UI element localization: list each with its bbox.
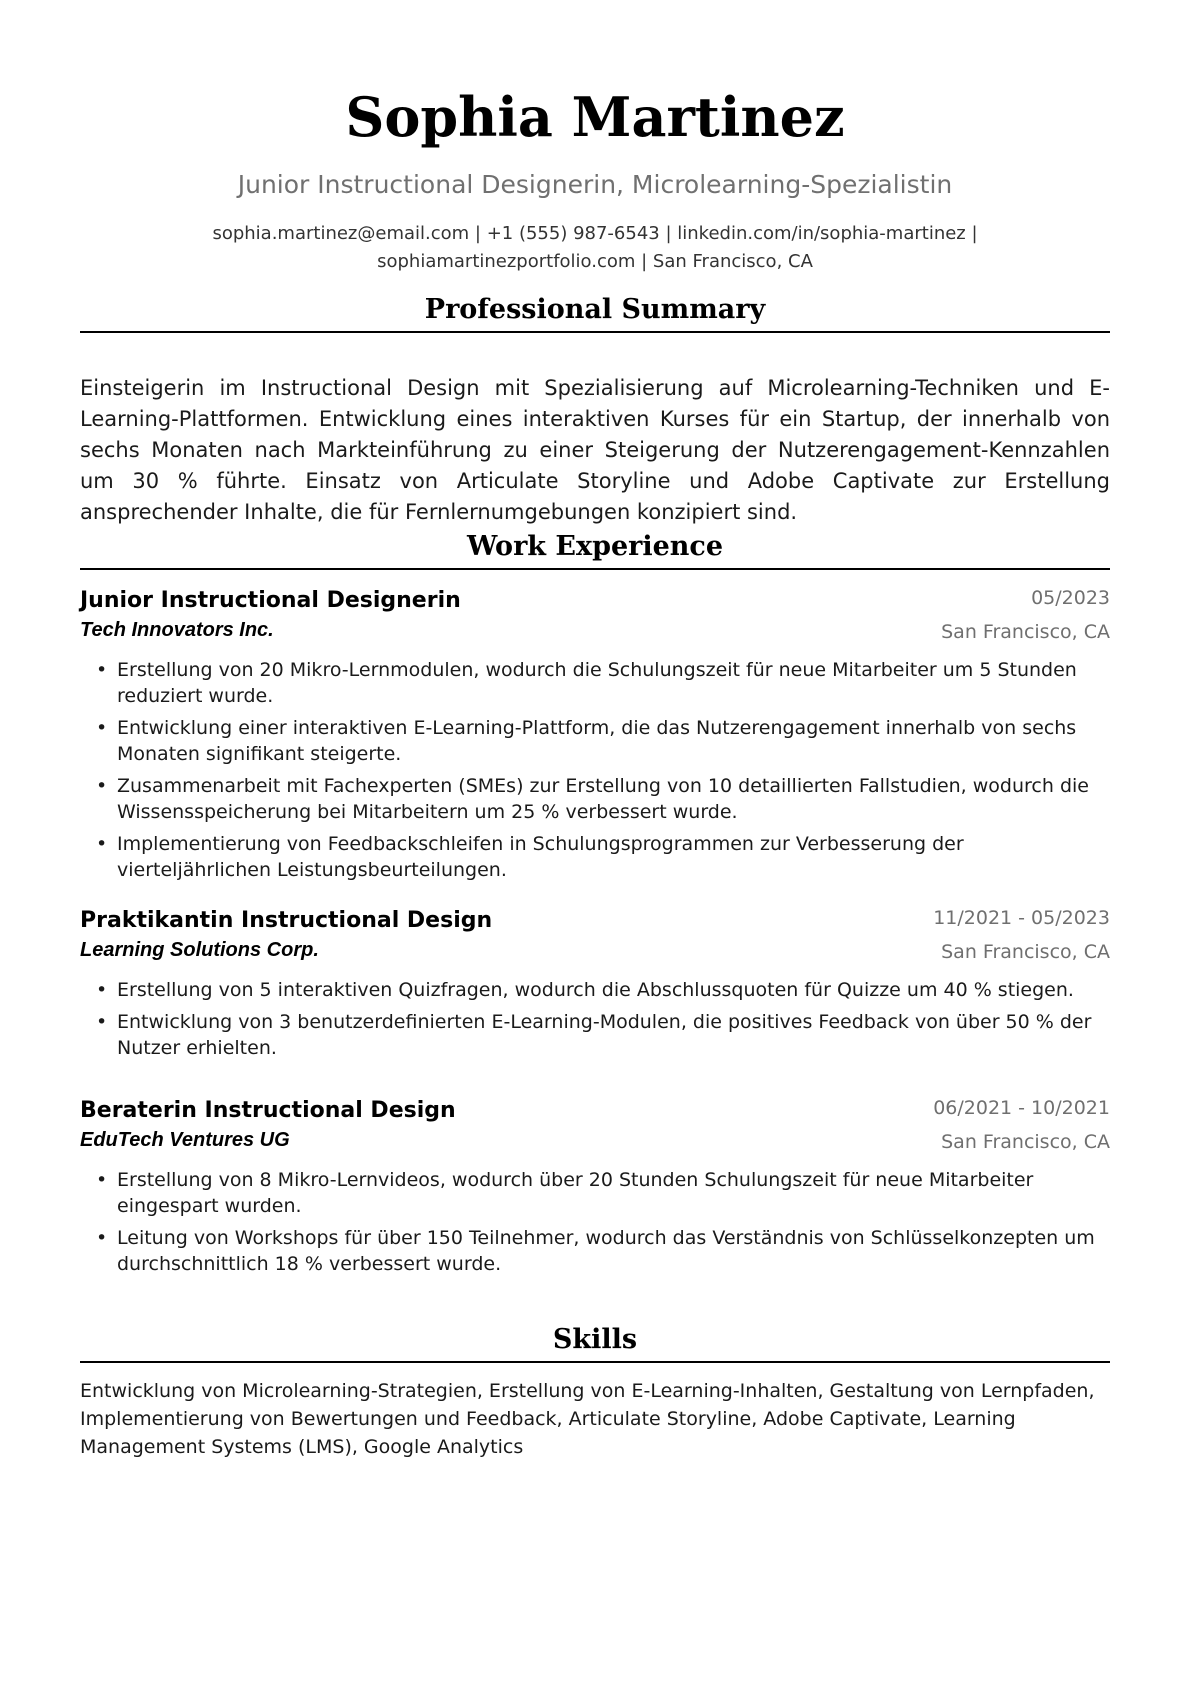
candidate-name: Sophia Martinez: [345, 85, 845, 149]
job-bullets: [80, 1167, 1110, 1283]
section-divider: [80, 331, 1110, 333]
section-title-skills: Skills: [552, 1324, 638, 1355]
job-bullets: [80, 977, 1110, 1067]
job-company: Tech Innovators Inc.: [80, 619, 274, 641]
contact-info: [150, 220, 1040, 276]
bullet-item: • Erstellung von 20 Mikro-Lernmodulen, wodurch die Schulungszeit für neue Mitarbeiter um 5 Stunden reduziert wurde.: [80, 657, 1110, 709]
section-divider: [80, 568, 1110, 570]
job-location: San Francisco, CA: [941, 941, 1110, 963]
contact-line-2: sophiamartinezportfolio.com | San Francisco, CA: [377, 251, 813, 272]
bullet-item: • Leitung von Workshops für über 150 Teilnehmer, wodurch das Verständnis von Schlüsselkonzepten um durchschnittlich 18 % verbessert wurde.: [80, 1225, 1110, 1277]
bullet-item: • Erstellung von 8 Mikro-Lernvideos, wodurch über 20 Stunden Schulungszeit für neue Mitarbeiter eingespart wurden.: [80, 1167, 1110, 1219]
section-title-experience: Work Experience: [466, 531, 724, 562]
job-title: Beraterin Instructional Design: [80, 1098, 456, 1123]
section-divider: [80, 1361, 1110, 1363]
bullet-item: • Entwicklung einer interaktiven E-Learning-Plattform, die das Nutzerengagement innerhalb von sechs Monaten signifikant steigerte.: [80, 715, 1110, 767]
job-company: EduTech Ventures UG: [80, 1129, 290, 1151]
job-date: 11/2021 - 05/2023: [933, 907, 1110, 929]
job-date: 05/2023: [1031, 587, 1110, 609]
job-location: San Francisco, CA: [941, 1131, 1110, 1153]
skills-text: Entwicklung von Microlearning-Strategien, Erstellung von E-Learning-Inhalten, Gestaltung von Lernpfaden, Implementierung von Bewertungen und Feedback, Articulate Storyline, Adobe Captivate, Learning Management Systems (LMS), Google Analytics: [80, 1380, 1095, 1458]
section-title-summary: Professional Summary: [424, 294, 766, 325]
job-title: Junior Instructional Designerin: [80, 588, 461, 613]
job-date: 06/2021 - 10/2021: [933, 1097, 1110, 1119]
contact-line-1: sophia.martinez@email.com | +1 (555) 987-6543 | linkedin.com/in/sophia-martinez |: [212, 223, 978, 244]
summary-text: Einsteigerin im Instructional Design mit Spezialisierung auf Microlearning-Techniken und E-Learning-Plattformen. Entwicklung eines interaktiven Kurses für ein Startup, der innerhalb von sechs Monaten nach Markteinführung zu einer Steigerung der Nutzerengagement-Kennzahlen um 30 % führte. Einsatz von Articulate Storyline und Adobe Captivate zur Erstellung ansprechender Inhalte, die für Fernlernumgebungen konzipiert sind.: [80, 376, 1110, 524]
candidate-headline: Junior Instructional Designerin, Microlearning-Spezialistin: [237, 170, 953, 199]
job-company: Learning Solutions Corp.: [80, 939, 319, 961]
bullet-item: • Entwicklung von 3 benutzerdefinierten E-Learning-Modulen, die positives Feedback von über 50 % der Nutzer erhielten.: [80, 1009, 1110, 1061]
bullet-item: • Zusammenarbeit mit Fachexperten (SMEs) zur Erstellung von 10 detaillierten Fallstudien, wodurch die Wissensspeicherung bei Mitarbeitern um 25 % verbessert wurde.: [80, 773, 1110, 825]
bullet-item: • Erstellung von 5 interaktiven Quizfragen, wodurch die Abschlussquoten für Quizze um 40 % stiegen.: [80, 977, 1110, 1003]
job-location: San Francisco, CA: [941, 621, 1110, 643]
job-title: Praktikantin Instructional Design: [80, 908, 493, 933]
job-bullets: [80, 657, 1110, 889]
bullet-item: • Implementierung von Feedbackschleifen in Schulungsprogrammen zur Verbesserung der vierteljährlichen Leistungsbeurteilungen.: [80, 831, 1110, 883]
